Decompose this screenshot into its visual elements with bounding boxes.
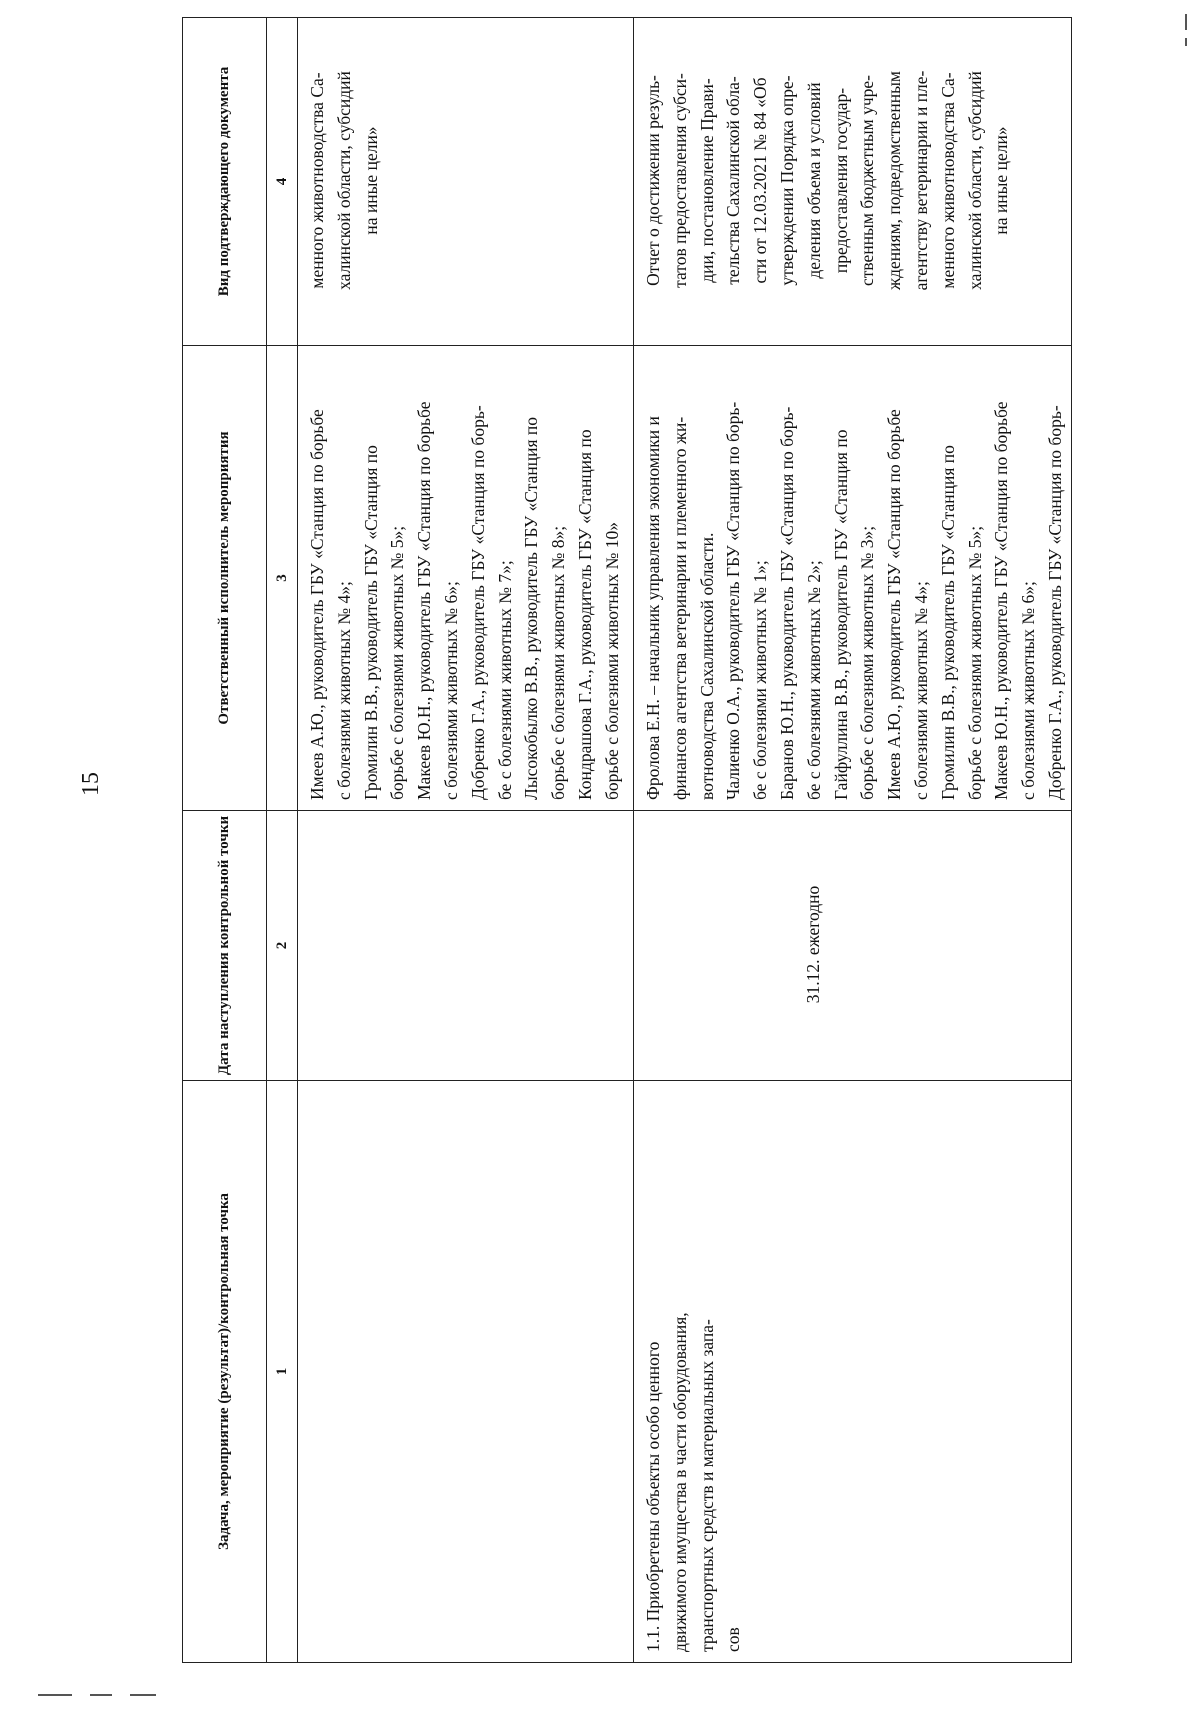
executor-line: Чалиенко О.А., руководитель ГБУ «Станция по борь- (723, 401, 744, 800)
plan-table (182, 17, 1072, 1663)
executor-line: с болезнями животных № 4»; (910, 581, 931, 800)
executor-line: Добренко Г.А., руководитель ГБУ «Станция по борь- (1044, 405, 1065, 800)
row2-document-cell (634, 18, 1072, 346)
executor-line: Макеев Ю.Н., руководитель ГБУ «Станция по борьбе (991, 401, 1012, 800)
document-line: на иные цели» (991, 126, 1012, 235)
column-number: 4 (267, 18, 298, 346)
scan-artifact (1185, 14, 1187, 30)
document-line: татов предоставления субси- (669, 73, 690, 288)
header-date: Дата наступления контрольной точки (183, 811, 267, 1081)
executor-line: Громилин В.В., руководитель ГБУ «Станция по (937, 445, 958, 800)
column-number: 1 (267, 1081, 298, 1663)
page-number: 15 (78, 772, 104, 796)
document-line: предоставления государ- (830, 87, 851, 274)
document-line: халинской области, субсидий (333, 71, 354, 290)
scan-artifact (90, 1694, 112, 1696)
row1-task-cell (298, 1081, 634, 1663)
document-line: ждениям, подведомственным (884, 71, 905, 290)
executor-line: с болезнями животных № 4»; (333, 581, 354, 800)
executor-line: борьбе с болезнями животных № 10» (601, 522, 622, 800)
column-number: 3 (267, 346, 298, 811)
rotated-table-container (182, 18, 1066, 1663)
executor-line: вотноводства Сахалинской области. (696, 532, 717, 800)
executor-line: финансов агентства ветеринарии и племенного жи- (669, 416, 690, 800)
column-number: 2 (267, 811, 298, 1081)
row2-date-cell (634, 811, 1072, 1081)
executor-line: Фролова Е.Н. – начальник управления экономики и (643, 416, 663, 800)
document-line: агентству ветеринарии и пле- (910, 70, 931, 291)
executor-line: борьбе с болезнями животных № 5»; (964, 525, 985, 800)
document-line: ственным бюджетным учре- (857, 74, 878, 287)
date-value: 31.12. ежегодно (803, 885, 823, 1004)
row1-document-cell (298, 18, 634, 346)
column-number-row (267, 18, 298, 1663)
executor-line: борьбе с болезнями животных № 3»; (857, 525, 878, 800)
document-line: сти от 12.03.2021 № 84 «Об (750, 77, 771, 284)
row1-date-cell (298, 811, 634, 1081)
task-line: сов (723, 1627, 744, 1652)
executor-line: Баранов Ю.Н., руководитель ГБУ «Станция по борь- (776, 406, 797, 800)
executor-line: Имеев А.Ю., руководитель ГБУ «Станция по борьбе (307, 409, 327, 800)
document-line: халинской области, субсидий (964, 71, 985, 290)
document-line: тельства Сахалинской обла- (723, 76, 744, 285)
executor-line: Гайфуллина В.В., руководитель ГБУ «Станция по (830, 429, 851, 800)
document-line: деления объема и условий (803, 82, 824, 279)
executor-line: Макеев Ю.Н., руководитель ГБУ «Станция по борьбе (414, 401, 435, 800)
executor-line: с болезнями животных № 6»; (1018, 581, 1039, 800)
row2-task-cell (634, 1081, 1072, 1663)
task-line: транспортных средств и материальных запа- (696, 1319, 717, 1652)
document-line: на иные цели» (360, 126, 381, 235)
executor-line: Добренко Г.А., руководитель ГБУ «Станция по борь- (467, 405, 488, 800)
header-executor: Ответственный исполнитель мероприятия (183, 346, 267, 811)
task-line: движимого имущества в части оборудования, (669, 1312, 690, 1652)
executor-line: Громилин В.В., руководитель ГБУ «Станция по (360, 445, 381, 800)
executor-line: с болезнями животных № 6»; (440, 581, 461, 800)
executor-line: бе с болезнями животных № 2»; (803, 560, 824, 800)
executor-line: борьбе с болезнями животных № 5»; (387, 525, 408, 800)
document-line: менного животноводства Са- (937, 72, 958, 289)
executor-line: Имеев А.Ю., руководитель ГБУ «Станция по борьбе (884, 409, 905, 800)
scan-artifact (130, 1694, 156, 1696)
document-line: дии, постановление Прави- (696, 78, 717, 283)
row1-executor-cell (298, 346, 634, 811)
scan-artifact (1185, 38, 1187, 46)
document-line: утверждении Порядка опре- (776, 75, 797, 286)
executor-line: Кондрашова Г.А., руководитель ГБУ «Станция по (574, 429, 595, 800)
scan-artifact (38, 1694, 72, 1696)
table-row (634, 18, 1072, 1663)
document-line: Отчет о достижении резуль- (643, 75, 663, 286)
executor-line: бе с болезнями животных № 7»; (494, 560, 515, 800)
header-task: Задача, мероприятие (результат)/контрольная точка (183, 1081, 267, 1663)
header-row (183, 18, 267, 1663)
document-line: менного животноводства Са- (307, 72, 327, 289)
executor-line: Лысокобылко В.В., руководитель ГБУ «Станция по (521, 416, 542, 800)
row2-executor-cell (634, 346, 1072, 811)
header-document: Вид подтверждающего документа (183, 18, 267, 346)
task-line: 1.1. Приобретены объекты особо ценного (643, 1341, 663, 1652)
executor-line: борьбе с болезнями животных № 8»; (548, 525, 569, 800)
executor-line: бе с болезнями животных № 1»; (750, 560, 771, 800)
table-row (298, 18, 634, 1663)
